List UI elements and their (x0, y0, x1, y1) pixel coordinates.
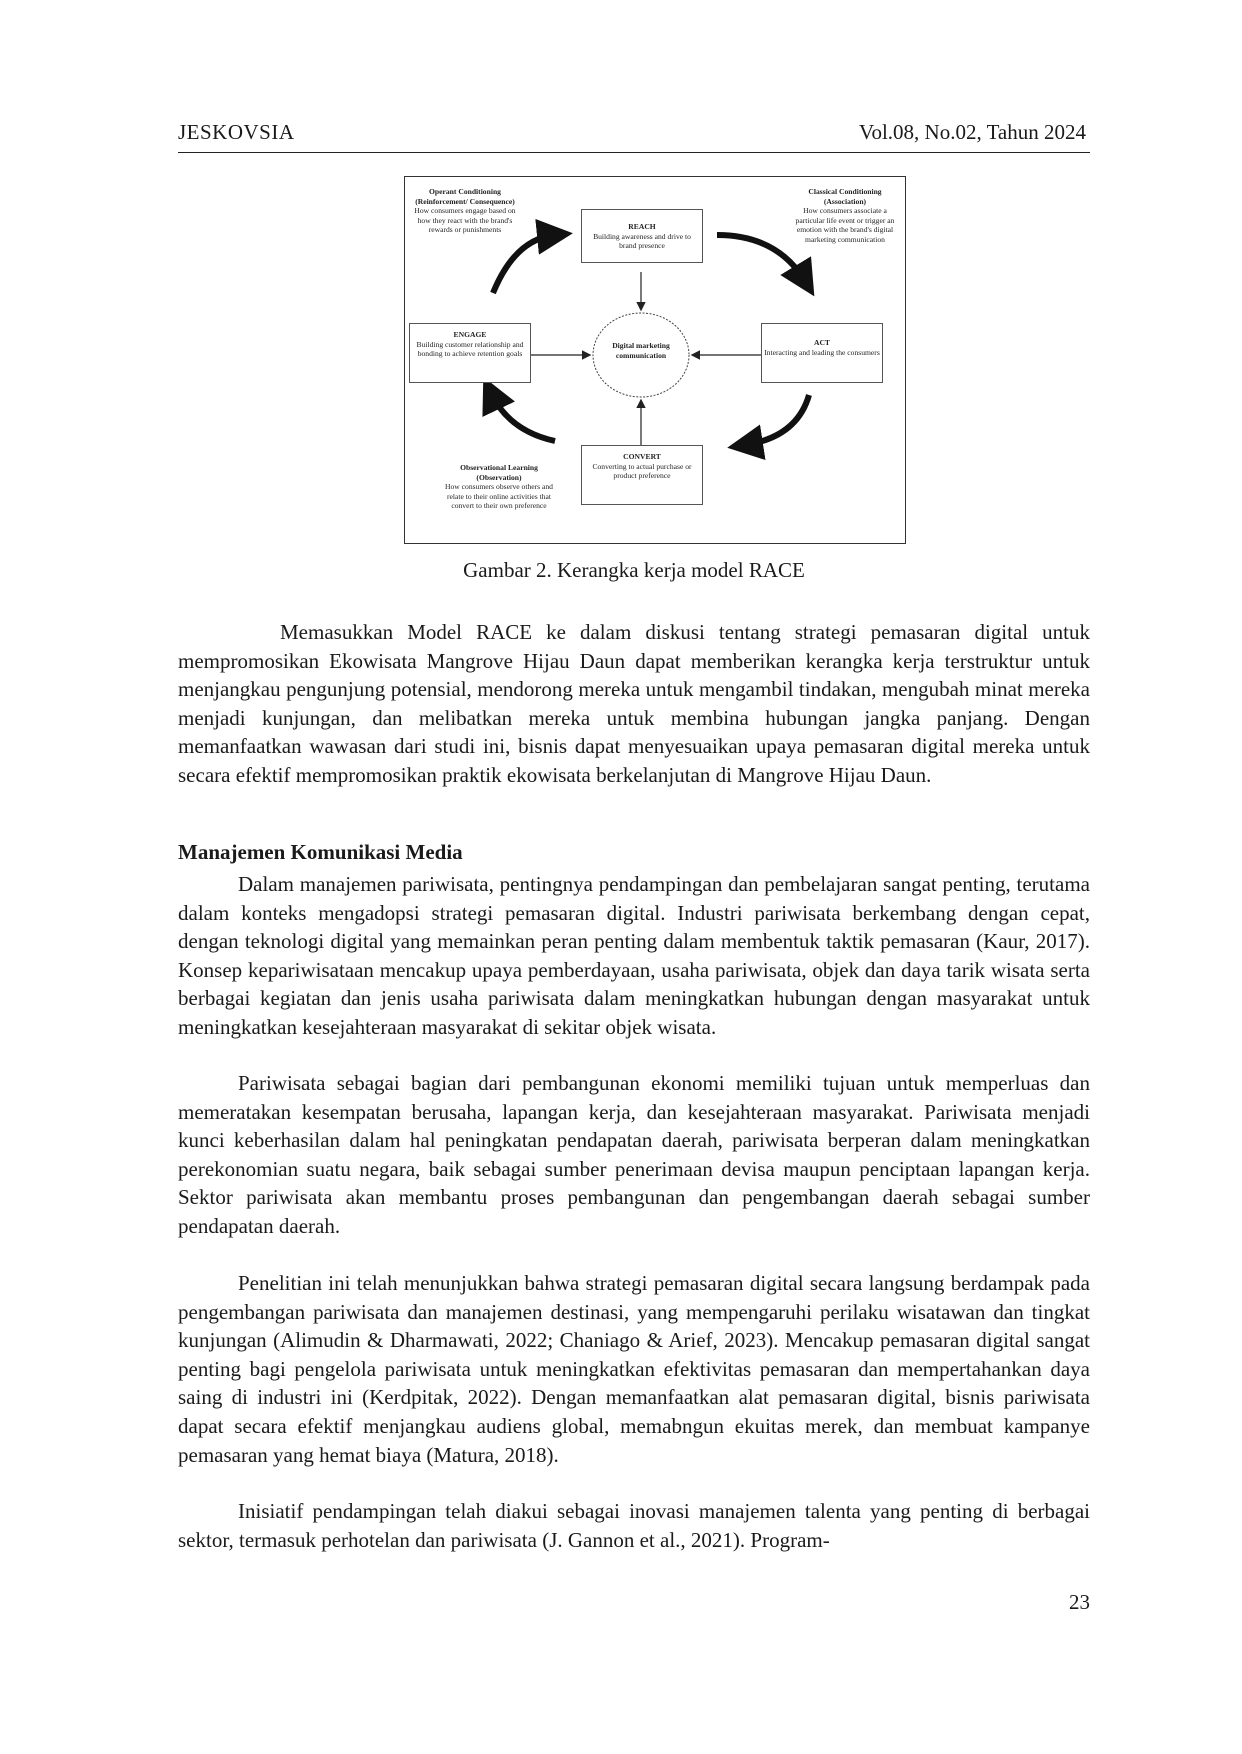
paragraph-economic-development: Pariwisata sebagai bagian dari pembangunan ekonomi memiliki tujuan untuk memperluas dan memeratakan kesempatan berusaha, lapangan kerja, dan kesejahteraan masyarakat. Pariwisata menjadi kunci keberhasilan dalam hal peningkatan pendapatan daerah, pariwisata berperan dalam meningkatkan perekonomian suatu negara, baik sebagai sumber penerimaan devisa maupun penciptaan lapangan kerja. Sektor pariwisata akan membantu proses pembangunan dan pengembangan daerah sebagai sumber pendapatan daerah. (178, 1071, 1090, 1238)
paragraph-digital-marketing-research: Penelitian ini telah menunjukkan bahwa strategi pemasaran digital secara langsung berdampak pada pengembangan pariwisata dan manajemen destinasi, yang mempengaruhi perilaku wisatawan dan tingkat kunjungan (Alimudin & Dharmawati, 2022; Chaniago & Arief, 2023). Mencakup pemasaran digital sangat penting bagi pengelola pariwisata untuk meningkatkan efektivitas pemasaran dan mempertahankan daya saing di industri ini (Kerdpitak, 2022). Dengan memanfaatkan alat pemasaran digital, bisnis pariwisata dapat secara efektif menjangkau audiens global, memabngun ekuitas merek, dan membuat kampanye pemasaran yang hemat biaya (Matura, 2018). (178, 1271, 1090, 1467)
reach-box (581, 209, 703, 263)
convert-desc: Converting to actual purchase or product preference (592, 461, 692, 481)
act-to-convert-curve (745, 395, 809, 445)
observational-learning-note (441, 463, 557, 511)
operant-desc: How consumers engage based on how they react with the brand's rewards or punishments (414, 206, 516, 235)
observational-desc: How consumers observe others and relate to their online activities that convert to their own preference (445, 482, 553, 511)
volume-info: Vol.08, No.02, Tahun 2024 (858, 120, 1086, 144)
act-title: ACT (813, 338, 831, 347)
reach-title: REACH (628, 222, 656, 231)
center-label: Digital marketing communication (612, 341, 670, 360)
paragraph-tourism-management: Dalam manajemen pariwisata, pentingnya pendampingan dan pembelajaran sangat penting, terutama dalam konteks mengadopsi strategi pemasaran digital. Industri pariwisata berkembang dengan cepat, dengan teknologi digital yang memainkan peran penting dalam membentuk taktik pemasaran (Kaur, 2017). Konsep kepariwisataan mencakup upaya pemberdayaan, usaha pariwisata, objek dan daya tarik wisata serta berbagai kegiatan dan jenis usaha pariwisata dalam meningkatkan hubungan dengan masyarakat untuk meningkatkan kesejahteraan masyarakat di sekitar objek wisata. (178, 872, 1090, 1039)
figure-caption: Gambar 2. Kerangka kerja model RACE (463, 558, 805, 582)
page-number: 23 (1069, 1590, 1090, 1614)
classical-title: Classical Conditioning (Association) (808, 187, 882, 206)
reach-desc: Building awareness and drive to brand presence (593, 231, 691, 251)
engage-to-reach-curve (493, 235, 555, 293)
operant-title: Operant Conditioning (Reinforcement/ Consequence) (415, 187, 515, 206)
operant-conditioning-note (411, 187, 519, 235)
journal-name: JESKOVSIA (178, 120, 295, 144)
engage-box (409, 323, 531, 383)
classical-desc: How consumers associate a particular life event or trigger an emotion with the brand's digital marketing communication (795, 206, 895, 244)
engage-desc: Building customer relationship and bonding to achieve retention goals (416, 339, 524, 359)
engage-title: ENGAGE (453, 330, 487, 339)
convert-to-engage-curve (491, 393, 555, 441)
section-heading: Manajemen Komunikasi Media (178, 840, 463, 864)
convert-title: CONVERT (623, 452, 661, 461)
running-header (178, 118, 1090, 153)
paragraph-mentoring-initiative: Inisiatif pendampingan telah diakui sebagai inovasi manajemen talenta yang penting di berbagai sektor, termasuk perhotelan dan pariwisata (J. Gannon et al., 2021). Program- (178, 1499, 1090, 1552)
act-box (761, 323, 883, 383)
paragraph-race-model: Memasukkan Model RACE ke dalam diskusi tentang strategi pemasaran digital untuk mempromosikan Ekowisata Mangrove Hijau Daun dapat memberikan kerangka kerja terstruktur untuk menjangkau pengunjung potensial, mendorong mereka untuk mengambil tindakan, mengubah minat mereka menjadi kunjungan, dan melibatkan mereka untuk membina hubungan jangka panjang. Dengan memanfaatkan wawasan dari studi ini, bisnis dapat menyesuaikan upaya pemasaran digital mereka untuk secara efektif mempromosikan praktik ekowisata berkelanjutan di Mangrove Hijau Daun. (178, 620, 1090, 787)
race-model-figure (404, 176, 906, 544)
observational-title: Observational Learning (Observation) (460, 463, 538, 482)
convert-box (581, 445, 703, 505)
classical-conditioning-note (789, 187, 901, 245)
act-desc: Interacting and leading the consumers (764, 347, 880, 357)
